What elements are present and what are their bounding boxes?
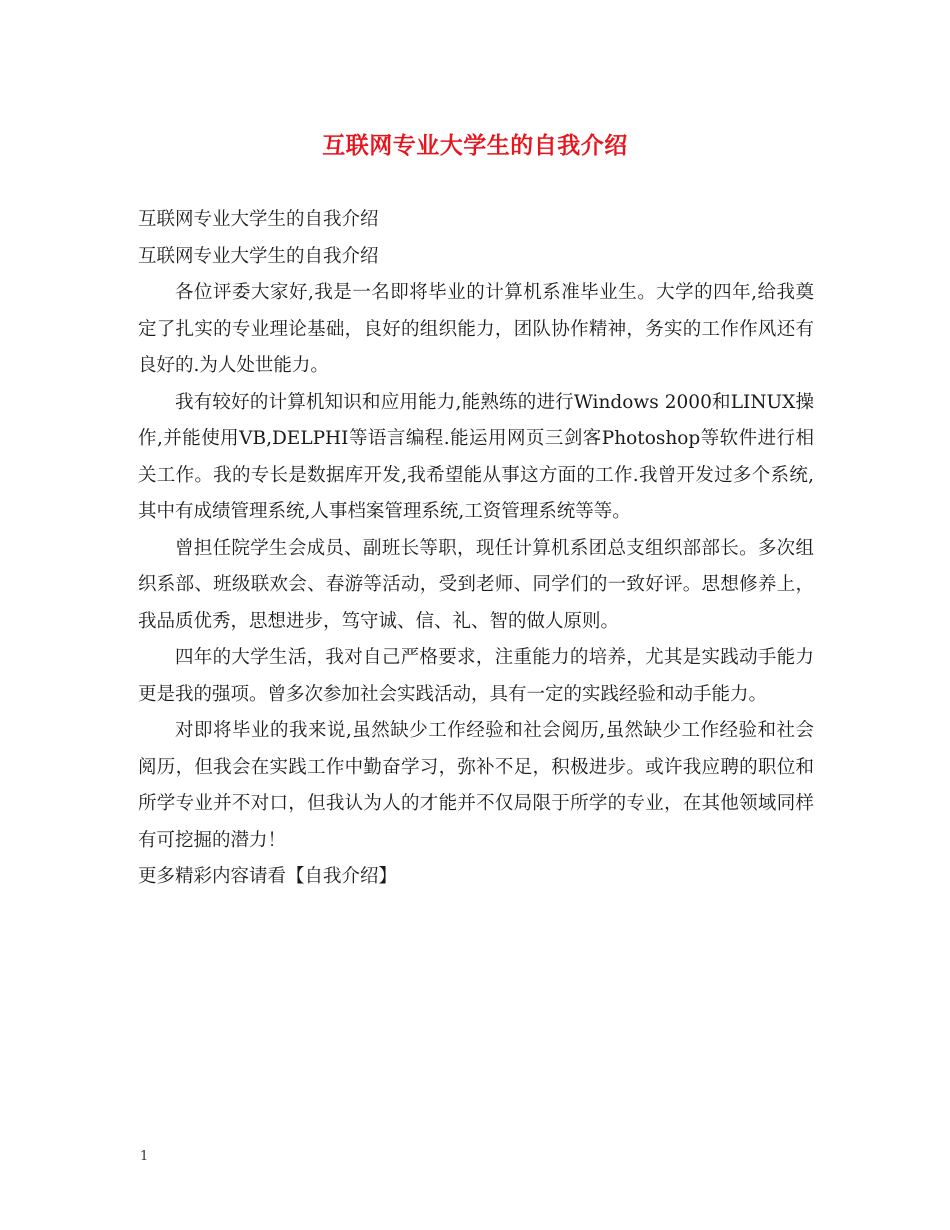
paragraph-closing: 对即将毕业的我来说,虽然缺少工作经验和社会阅历,虽然缺少工作经验和社会阅历，但我会在实践工作中勤奋学习，弥补不足，积极进步。或许我应聘的职位和所学专业并不对口，但我认为人的才能并不仅局限于所学的专业，在其他领域同样有可挖掘的潜力！	[138, 720, 814, 851]
paragraph-greeting: 各位评委大家好,我是一名即将毕业的计算机系准毕业生。大学的四年,给我奠定了扎实的专业理论基础，良好的组织能力，团队协作精神，务实的工作作风还有良好的.为人处世能力。	[138, 282, 814, 376]
footer-more-link[interactable]: 更多精彩内容请看【自我介绍】	[138, 866, 398, 887]
document-title: 互联网专业大学生的自我介绍	[322, 132, 628, 159]
paragraph-university-life: 四年的大学生活，我对自己严格要求，注重能力的培养，尤其是实践动手能力更是我的强项。曾多次参加社会实践活动，具有一定的实践经验和动手能力。	[138, 647, 814, 705]
paragraph-experience: 曾担任院学生会成员、副班长等职，现任计算机系团总支组织部部长。多次组织系部、班级联欢会、春游等活动，受到老师、同学们的一致好评。思想修养上，我品质优秀，思想进步，笃守诚、信、礼、智的做人原则。	[138, 537, 814, 632]
document-body	[138, 202, 814, 896]
paragraph-skills: 我有较好的计算机知识和应用能力,能熟练的进行Windows 2000和LINUX操作,并能使用VB,DELPHI等语言编程.能运用网页三剑客Photoshop等软件进行相关工作。我的专长是数据库开发,我希望能从事这方面的工作.我曾开发过多个系统,其中有成绩管理系统,人事档案管理系统,工资管理系统等等。	[138, 391, 814, 522]
page-number: 1	[140, 1149, 149, 1164]
subtitle-line-1: 互联网专业大学生的自我介绍	[138, 209, 379, 230]
subtitle-line-2: 互联网专业大学生的自我介绍	[138, 245, 379, 267]
